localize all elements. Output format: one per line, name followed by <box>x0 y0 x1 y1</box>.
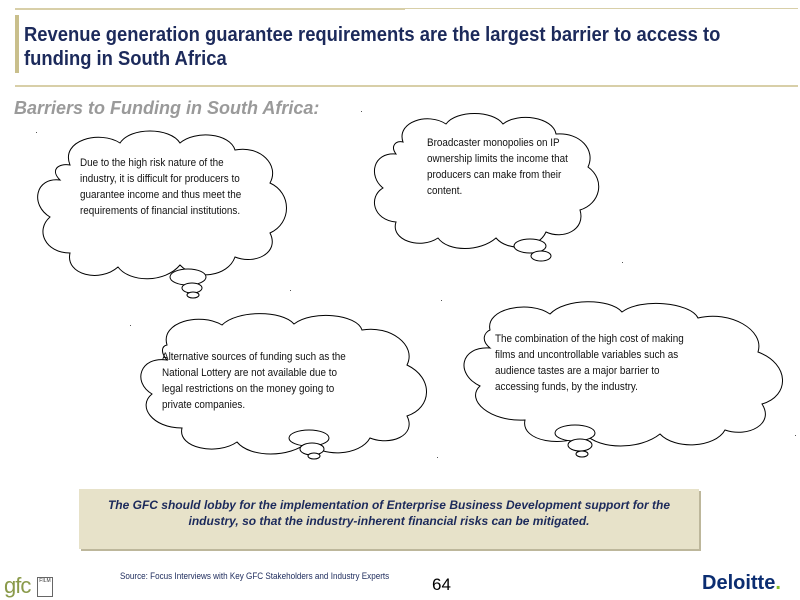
thought-cloud-4 <box>440 300 795 475</box>
speck <box>130 325 131 326</box>
thought-cloud-2 <box>368 112 603 272</box>
speck <box>795 435 796 436</box>
title-top-rule <box>15 8 405 10</box>
title-accent-rule <box>15 15 19 73</box>
deloitte-dot: . <box>775 572 781 594</box>
speck <box>36 132 37 133</box>
slide-title: Revenue generation guarantee requirements are the largest barrier to access to funding in South Africa <box>24 24 721 70</box>
deloitte-logo <box>702 572 781 595</box>
title-bar <box>15 8 798 87</box>
source-note: Source: Focus Interviews with Key GFC Stakeholders and Industry Experts <box>120 571 390 581</box>
thought-cloud-3 <box>122 310 437 470</box>
recommendation-callout <box>79 489 699 549</box>
speck <box>441 300 442 301</box>
callout-text: The GFC should lobby for the implementation of Enterprise Business Development support for the industry, so that the industry-inherent financial risks can be mitigated. <box>107 498 671 528</box>
thought-cloud-1 <box>30 125 295 305</box>
page-number: 64 <box>432 575 451 594</box>
deloitte-wordmark: Deloitte <box>702 572 776 594</box>
speck <box>361 111 362 112</box>
speck <box>622 262 623 263</box>
speck <box>290 290 291 291</box>
section-subtitle: Barriers to Funding in South Africa: <box>14 98 320 118</box>
cloud-2-text: Broadcaster monopolies on IP ownership limits the income that producers can make from their content. <box>427 137 568 197</box>
gfc-film-badge: FILM <box>37 577 53 597</box>
cloud-3-text: Alternative sources of funding such as the National Lottery are not available due to legal restrictions on the money going to private companies. <box>162 351 346 411</box>
cloud-4-text: The combination of the high cost of making films and uncontrollable variables such as audience tastes are a major barrier to accessing funds, by the industry. <box>495 333 684 393</box>
cloud-1-text: Due to the high risk nature of the industry, it is difficult for producers to guarantee income and thus meet the requirements of financial institutions. <box>80 157 242 217</box>
speck <box>437 457 438 458</box>
gfc-logo: gfc <box>4 573 31 598</box>
